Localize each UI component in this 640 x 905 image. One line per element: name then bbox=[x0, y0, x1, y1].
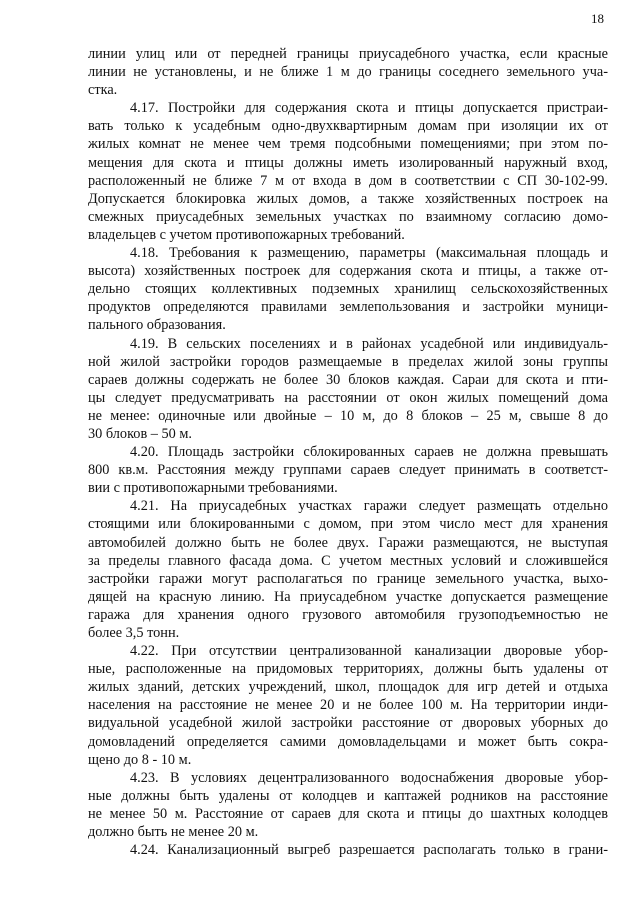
paragraph-first-line: 4.17. Постройки для содержания скота и птицы допускается пристраи- bbox=[130, 100, 608, 117]
text-line: сараев должны содержать не более 30 блоков каждая. Сараи для скота и пти- bbox=[88, 371, 608, 388]
text-line: должно быть не менее 20 м. bbox=[88, 824, 259, 841]
text-line: смежных приусадебных земельных участках по взаимному согласию домо- bbox=[88, 208, 608, 225]
text-line: владельцев с учетом противопожарных требований. bbox=[88, 226, 405, 243]
text-line: жилых комнат не менее чем тремя подсобными помещениями; при этом по- bbox=[88, 136, 608, 153]
text-line: не менее 50 м. Расстояние от сараев для скота и птицы до шахтных колодцев bbox=[88, 805, 608, 822]
paragraph-first-line: 4.18. Требования к размещению, параметры (максимальная площадь и bbox=[130, 245, 608, 262]
paragraph-first-line: 4.22. При отсутствии централизованной канализации дворовые убор- bbox=[130, 643, 608, 660]
text-line: домовладений определяется самими домовладельцами и может быть сокра- bbox=[88, 733, 608, 750]
text-line: стка. bbox=[88, 82, 118, 99]
paragraph-first-line: 4.20. Площадь застройки сблокированных сараев не должна превышать bbox=[130, 444, 608, 461]
text-line: 800 кв.м. Расстояния между группами сараев следует принимать в соответст- bbox=[88, 462, 608, 479]
text-line: жилых зданий, детских учреждений, школ, площадок для игр детей и отдыха bbox=[88, 679, 608, 696]
text-line: вать только к усадебным одно-двухквартирным домам при изоляции их от bbox=[88, 118, 608, 135]
text-line: расположенный не ближе 7 м от входа в дом в соответствии с СП 30-102-99. bbox=[88, 172, 608, 189]
paragraph-first-line: 4.21. На приусадебных участках гаражи следует размещать отдельно bbox=[130, 498, 608, 515]
text-line: гаража для хранения одного грузового автомобиля грузоподъемностью не bbox=[88, 606, 608, 623]
text-line: ной жилой застройки городов размещаемые в пределах жилой зоны группы bbox=[88, 353, 608, 370]
text-line: ные, расположенные на придомовых территориях, должны быть удалены от bbox=[88, 661, 608, 678]
document-body bbox=[88, 45, 608, 859]
text-line: линии улиц или от передней границы приусадебного участка, если красные bbox=[88, 46, 608, 62]
text-line: высота) хозяйственных построек для содержания скота и птицы, а также от- bbox=[88, 263, 608, 280]
text-line: застройки гаражи могут располагаться по границе земельного участка, выхо- bbox=[88, 570, 608, 587]
text-line: за пределы главного фасада дома. С учетом местных условий и сложившейся bbox=[88, 552, 608, 569]
text-line: дящей на красную линию. На приусадебном участке допускается размещение bbox=[88, 588, 608, 605]
text-line: более 3,5 тонн. bbox=[88, 625, 180, 641]
text-line: вии с противопожарными требованиями. bbox=[88, 480, 338, 497]
text-line: пального образования. bbox=[88, 317, 226, 334]
text-line: ные должны быть удалены от колодцев и каптажей родников на расстояние bbox=[88, 787, 608, 804]
text-line: видуальной усадебной жилой застройки расстояние от дворовых уборных до bbox=[88, 715, 608, 732]
text-line: щено до 8 - 10 м. bbox=[88, 751, 192, 768]
text-line: населения на расстояние не менее 20 и не более 100 м. На территории инди- bbox=[88, 697, 608, 714]
page-number: 18 bbox=[591, 11, 604, 26]
text-line: продуктов определяются правилами землепользования и застройки муници- bbox=[88, 299, 608, 316]
text-line: 30 блоков – 50 м. bbox=[88, 425, 192, 442]
text-line: автомобилей должно быть не более двух. Гаражи размещаются, не выступая bbox=[88, 534, 608, 551]
text-line: мещения для скота и птицы должны иметь изолированный наружный вход, bbox=[88, 154, 608, 171]
text-line: стоящими или блокированными с домом, при этом число мест для хранения bbox=[88, 516, 608, 533]
paragraph-first-line: 4.23. В условиях децентрализованного водоснабжения дворовые убор- bbox=[130, 769, 608, 786]
text-line: дельно стоящих коллективных подземных хранилищ сельскохозяйственных bbox=[88, 281, 608, 298]
paragraph-first-line: 4.24. Канализационный выгреб разрешается располагать только в грани- bbox=[130, 842, 608, 859]
text-line: Допускается блокировка жилых домов, а также хозяйственных построек на bbox=[88, 190, 608, 207]
paragraph-first-line: 4.19. В сельских поселениях и в районах усадебной или индивидуаль- bbox=[130, 335, 608, 352]
text-line: не менее: одиночные или двойные – 10 м, до 8 блоков – 25 м, свыше 8 до bbox=[88, 407, 608, 424]
text-line: цы следует предусматривать на расстоянии от окон жилых помещений дома bbox=[88, 389, 608, 406]
text-line: линии не установлены, и не ближе 1 м до границы соседнего земельного уча- bbox=[88, 64, 608, 81]
